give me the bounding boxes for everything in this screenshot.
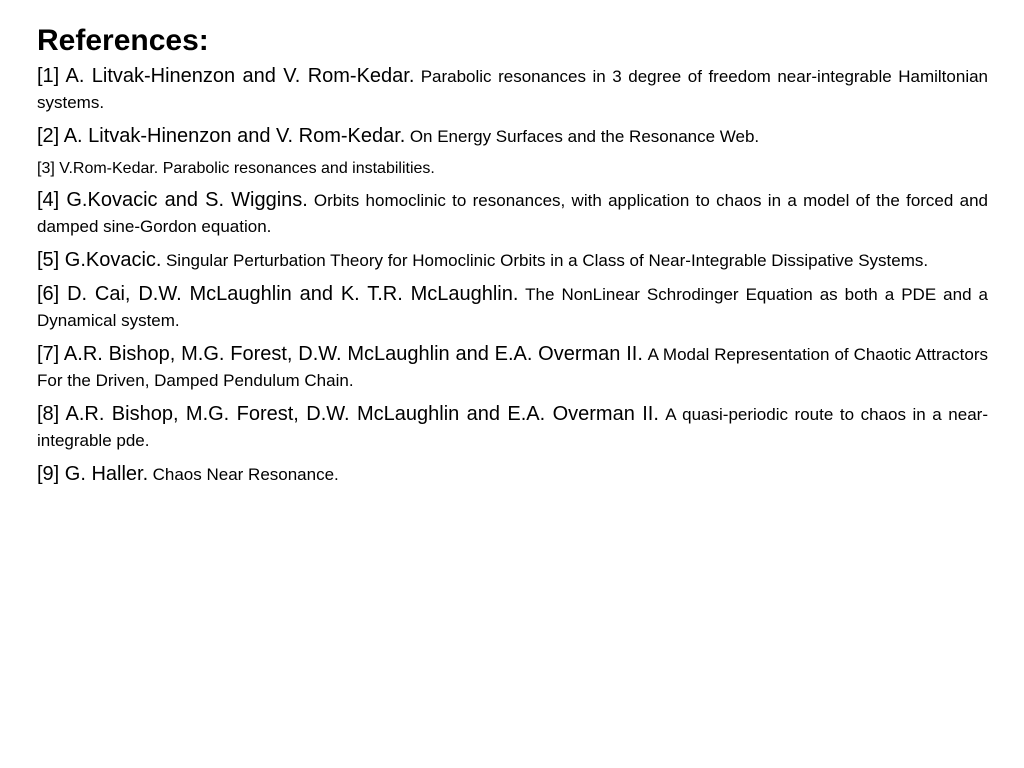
slide — [37, 22, 988, 496]
reference-title: The NonLinear Schrodinger Equation as both a PDE and a Dynamical system. — [37, 285, 988, 330]
page-title: References: — [37, 24, 209, 57]
reference-item-1 — [37, 64, 988, 116]
reference-authors: [6] D. Cai, D.W. McLaughlin and K. T.R. McLaughlin. — [37, 283, 519, 305]
reference-authors: [7] A.R. Bishop, M.G. Forest, D.W. McLaughlin and E.A. Overman II. — [37, 343, 643, 365]
reference-title: A Modal Representation of Chaotic Attractors For the Driven, Damped Pendulum Chain. — [37, 345, 988, 390]
reference-list — [37, 64, 988, 488]
reference-title: Parabolic resonances and instabilities. — [162, 160, 435, 177]
reference-title: Chaos Near Resonance. — [152, 465, 339, 484]
reference-item-4 — [37, 188, 988, 240]
reference-authors: [3] V.Rom-Kedar. — [37, 160, 159, 177]
reference-authors: [4] G.Kovacic and S. Wiggins. — [37, 189, 308, 211]
reference-item-6 — [37, 282, 988, 334]
reference-item-8 — [37, 402, 988, 454]
reference-authors: [1] A. Litvak-Hinenzon and V. Rom-Kedar. — [37, 65, 415, 87]
reference-title: On Energy Surfaces and the Resonance Web. — [409, 127, 760, 146]
reference-title: A quasi-periodic route to chaos in a near-integrable pde. — [37, 405, 988, 450]
reference-authors: [9] G. Haller. — [37, 463, 149, 485]
reference-authors: [5] G.Kovacic. — [37, 249, 162, 271]
reference-title: Orbits homoclinic to resonances, with application to chaos in a model of the forced and damped sine-Gordon equation. — [37, 191, 989, 236]
reference-item-2 — [37, 124, 988, 150]
reference-item-7 — [37, 342, 988, 394]
reference-title: Singular Perturbation Theory for Homoclinic Orbits in a Class of Near-Integrable Dissipative Systems. — [165, 251, 929, 270]
reference-authors: [8] A.R. Bishop, M.G. Forest, D.W. McLaughlin and E.A. Overman II. — [37, 403, 659, 425]
reference-title: Parabolic resonances in 3 degree of freedom near-integrable Hamiltonian systems. — [37, 67, 989, 112]
reference-authors: [2] A. Litvak-Hinenzon and V. Rom-Kedar. — [37, 125, 406, 147]
reference-item-3 — [37, 158, 988, 180]
reference-item-5 — [37, 248, 988, 274]
reference-item-9 — [37, 462, 988, 488]
